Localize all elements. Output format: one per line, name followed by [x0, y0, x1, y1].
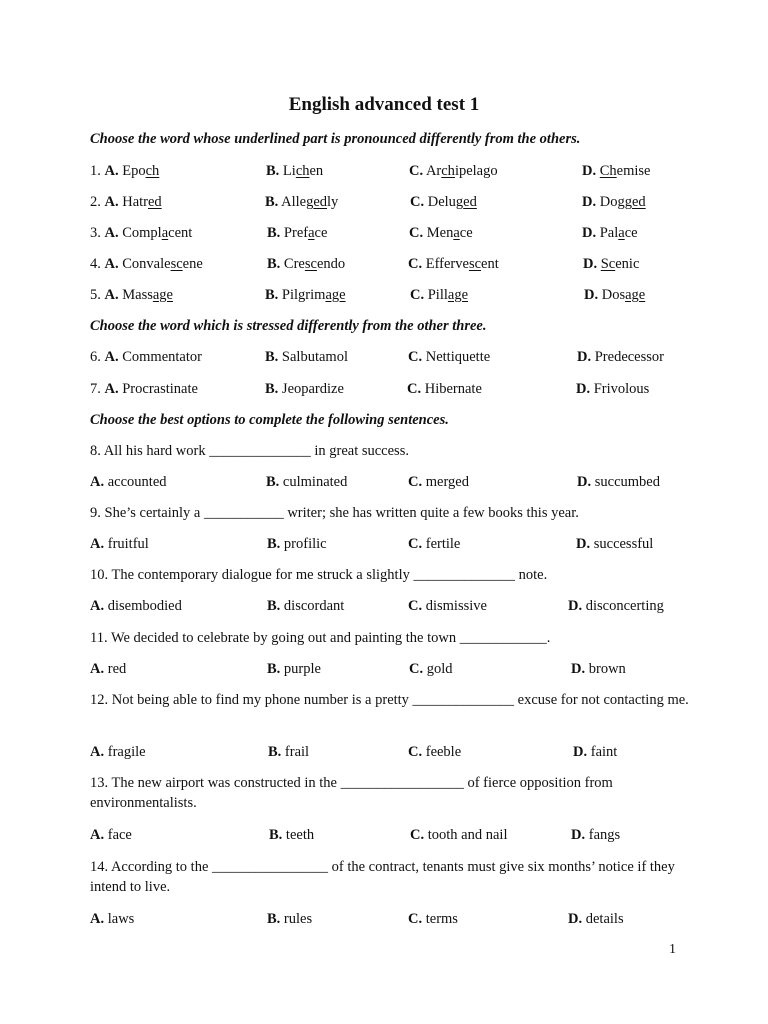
option-d [568, 909, 624, 929]
option-c [410, 825, 507, 845]
option-letter: D. [583, 256, 598, 272]
option-b [267, 254, 345, 274]
option-text: Predecessor [594, 349, 664, 365]
option-c [410, 285, 468, 305]
option-a [90, 192, 162, 212]
option-letter: A. [104, 287, 119, 303]
word-part: Alleg [281, 194, 314, 210]
options-row [90, 472, 710, 492]
option-c [408, 909, 458, 929]
option-letter: A. [90, 598, 105, 614]
option-text: fangs [588, 827, 621, 843]
option-letter: C. [408, 474, 423, 490]
option-d [583, 254, 639, 274]
option-b [267, 596, 344, 616]
question-number: 2. [90, 194, 101, 210]
option-c [408, 472, 469, 492]
option-letter: D. [582, 194, 597, 210]
underlined-part: sc [304, 256, 317, 272]
option-text: face [107, 827, 132, 843]
word-part: Epo [122, 163, 146, 179]
option-c [407, 379, 482, 399]
option-b [266, 161, 323, 181]
option-a [90, 347, 202, 367]
option-text: rules [283, 911, 313, 927]
options-row [90, 825, 710, 845]
option-text: Commentator [122, 349, 202, 365]
question-number: 3. [90, 225, 101, 241]
option-c [410, 192, 477, 212]
option-b [267, 659, 321, 679]
option-a [90, 254, 203, 274]
option-text: teeth [285, 827, 315, 843]
word-part: Dogg [599, 194, 632, 210]
option-c [408, 742, 461, 762]
option-b [265, 285, 346, 305]
underlined-part: ed [631, 194, 646, 210]
option-text: dismissive [425, 598, 487, 614]
option-c [408, 596, 487, 616]
option-letter: D. [577, 474, 592, 490]
option-b [267, 909, 312, 929]
option-letter: A. [90, 474, 105, 490]
option-a [90, 472, 167, 492]
option-letter: C. [408, 256, 423, 272]
option-text: disconcerting [585, 598, 664, 614]
question-row [90, 192, 710, 212]
option-letter: B. [267, 536, 281, 552]
option-letter: D. [576, 536, 591, 552]
word-part: Compl [122, 225, 162, 241]
option-letter: D. [582, 163, 597, 179]
question-text: 10. The contemporary dialogue for me struck a slightly ______________ note. [90, 567, 548, 583]
word-part: en [309, 163, 324, 179]
question-number: 7. [90, 381, 101, 397]
underlined-part: sc [170, 256, 183, 272]
word-part: Hatr [122, 194, 148, 210]
option-d [573, 742, 617, 762]
option-letter: A. [104, 225, 119, 241]
word-part: endo [316, 256, 346, 272]
option-text: details [585, 911, 624, 927]
option-letter: C. [408, 536, 423, 552]
option-b [265, 192, 338, 212]
question-row [90, 285, 710, 305]
question-row [90, 379, 710, 399]
option-letter: B. [269, 827, 283, 843]
option-text: disembodied [107, 598, 182, 614]
option-b [265, 347, 348, 367]
option-letter: D. [571, 827, 586, 843]
option-text: merged [425, 474, 469, 490]
option-b [265, 379, 344, 399]
option-text: Jeopardize [281, 381, 344, 397]
option-d [577, 472, 660, 492]
option-d [571, 825, 620, 845]
option-a [90, 285, 173, 305]
option-text: fruitful [107, 536, 149, 552]
instruction-pronunciation: Choose the word whose underlined part is pronounced differently from the others. [90, 131, 581, 147]
page-title: English advanced test 1 [288, 94, 480, 115]
underlined-part: a [161, 225, 169, 241]
word-part: Efferve [425, 256, 469, 272]
word-part: ene [182, 256, 203, 272]
option-text: discordant [283, 598, 345, 614]
option-d [582, 161, 650, 181]
option-letter: A. [90, 911, 105, 927]
option-letter: D. [568, 911, 583, 927]
option-letter: B. [267, 661, 281, 677]
option-letter: A. [104, 194, 119, 210]
option-letter: C. [410, 194, 425, 210]
option-text: successful [593, 536, 654, 552]
word-part: Delug [427, 194, 464, 210]
option-letter: C. [409, 225, 424, 241]
underlined-part: age [625, 287, 646, 303]
option-c [409, 161, 498, 181]
option-letter: C. [409, 661, 424, 677]
option-d [577, 347, 664, 367]
instruction-completion: Choose the best options to complete the following sentences. [90, 412, 449, 428]
option-text: Salbutamol [281, 349, 348, 365]
option-text: Procrastinate [122, 381, 198, 397]
option-a [90, 825, 132, 845]
word-part: Men [426, 225, 454, 241]
option-b [268, 742, 309, 762]
option-letter: B. [267, 256, 281, 272]
option-letter: D. [568, 598, 583, 614]
option-text: succumbed [594, 474, 660, 490]
option-text: culminated [282, 474, 348, 490]
option-letter: C. [410, 287, 425, 303]
option-text: laws [107, 911, 135, 927]
option-text: brown [588, 661, 626, 677]
option-d [568, 596, 664, 616]
option-letter: C. [409, 163, 424, 179]
option-c [408, 254, 499, 274]
options-row [90, 596, 710, 616]
word-part: enic [615, 256, 640, 272]
option-b [267, 534, 327, 554]
word-part: ce [459, 225, 473, 241]
word-part: ly [327, 194, 339, 210]
underlined-part: sc [468, 256, 482, 272]
option-letter: B. [265, 194, 279, 210]
underlined-part: Ch [599, 163, 617, 179]
option-a [90, 659, 126, 679]
option-text: Frivolous [593, 381, 650, 397]
option-letter: D. [584, 287, 599, 303]
option-d [576, 534, 653, 554]
option-letter: C. [408, 911, 423, 927]
word-part: ent [481, 256, 499, 272]
option-d [582, 223, 638, 243]
option-letter: A. [104, 163, 119, 179]
underlined-part: Sc [600, 256, 616, 272]
word-part: Pill [427, 287, 448, 303]
option-letter: C. [410, 827, 425, 843]
option-d [576, 379, 649, 399]
option-text: profilic [283, 536, 327, 552]
options-row [90, 742, 710, 762]
question-row [90, 254, 710, 274]
word-part: Li [282, 163, 296, 179]
word-part: Ar [425, 163, 442, 179]
option-text: Nettiquette [425, 349, 491, 365]
option-letter: A. [104, 381, 119, 397]
option-text: Hibernate [424, 381, 482, 397]
option-text: faint [590, 744, 618, 760]
option-text: red [107, 661, 127, 677]
option-text: accounted [107, 474, 167, 490]
question-text: 11. We decided to celebrate by going out and painting the town ____________. [90, 630, 551, 646]
question-text: 14. According to the ________________ of the contract, tenants must give six months’ notice if they intend to live. [90, 859, 675, 895]
option-a [90, 223, 192, 243]
option-text: fragile [107, 744, 146, 760]
option-letter: C. [408, 744, 423, 760]
word-part: emise [616, 163, 651, 179]
question-number: 6. [90, 349, 101, 365]
option-c [409, 659, 453, 679]
underlined-part: ed [313, 194, 328, 210]
option-text: feeble [425, 744, 462, 760]
question-row [90, 223, 710, 243]
underlined-part: a [618, 225, 625, 241]
option-text: tooth and nail [427, 827, 508, 843]
question-text: 12. Not being able to find my phone number is a pretty ______________ excuse for not contacting me. [90, 692, 689, 708]
underlined-part: ch [295, 163, 310, 179]
underlined-part: age [152, 287, 173, 303]
option-d [571, 659, 626, 679]
word-part: cent [168, 225, 193, 241]
word-part: ipelago [454, 163, 498, 179]
word-part: Pilgrim [281, 287, 326, 303]
question-number: 4. [90, 256, 101, 272]
option-text: frail [284, 744, 310, 760]
option-a [90, 909, 134, 929]
question-text: 13. The new airport was constructed in the _________________ of fierce opposition from environmentalists. [90, 775, 613, 811]
option-c [408, 347, 490, 367]
option-b [266, 472, 347, 492]
option-letter: B. [267, 598, 281, 614]
underlined-part: ed [463, 194, 477, 210]
option-letter: A. [90, 661, 105, 677]
option-letter: C. [408, 349, 423, 365]
options-row [90, 534, 710, 554]
page-number: 1 [669, 942, 676, 957]
option-letter: B. [267, 225, 281, 241]
question-row [90, 347, 710, 367]
option-d [582, 192, 646, 212]
option-letter: A. [104, 256, 119, 272]
option-letter: B. [268, 744, 282, 760]
option-letter: D. [571, 661, 586, 677]
option-b [269, 825, 314, 845]
word-part: ce [624, 225, 638, 241]
option-letter: A. [104, 349, 119, 365]
option-a [90, 596, 182, 616]
options-row [90, 659, 710, 679]
word-part: ce [314, 225, 328, 241]
option-letter: B. [265, 287, 279, 303]
option-a [90, 742, 146, 762]
underlined-part: a [453, 225, 460, 241]
option-c [409, 223, 473, 243]
option-text: gold [426, 661, 453, 677]
option-letter: D. [582, 225, 597, 241]
option-letter: C. [408, 598, 423, 614]
option-letter: B. [265, 381, 279, 397]
option-c [408, 534, 460, 554]
word-part: Pref [283, 225, 309, 241]
option-letter: D. [577, 349, 592, 365]
option-text: fertile [425, 536, 461, 552]
option-letter: B. [267, 911, 281, 927]
option-a [90, 379, 198, 399]
option-letter: D. [576, 381, 591, 397]
word-part: Convale [122, 256, 171, 272]
underlined-part: ch [145, 163, 160, 179]
options-row [90, 909, 710, 929]
instruction-stress: Choose the word which is stressed differently from the other three. [90, 318, 487, 334]
underlined-part: ed [148, 194, 162, 210]
word-part: Cre [283, 256, 305, 272]
option-text: purple [283, 661, 321, 677]
underlined-part: age [447, 287, 469, 303]
option-text: terms [425, 911, 458, 927]
underlined-part: a [308, 225, 315, 241]
question-number: 1. [90, 163, 101, 179]
question-text: 9. She’s certainly a ___________ writer; she has written quite a few books this year. [90, 505, 579, 521]
underlined-part: ch [441, 163, 455, 179]
option-d [584, 285, 645, 305]
question-number: 5. [90, 287, 101, 303]
question-row [90, 161, 710, 181]
option-letter: B. [266, 474, 280, 490]
option-letter: A. [90, 536, 105, 552]
word-part: Pal [599, 225, 619, 241]
option-letter: B. [265, 349, 279, 365]
option-letter: B. [266, 163, 280, 179]
underlined-part: age [325, 287, 346, 303]
option-a [90, 161, 159, 181]
option-b [267, 223, 327, 243]
option-letter: A. [90, 827, 105, 843]
option-letter: C. [407, 381, 422, 397]
option-letter: D. [573, 744, 588, 760]
question-text: 8. All his hard work ______________ in great success. [90, 443, 409, 459]
option-a [90, 534, 149, 554]
option-letter: A. [90, 744, 105, 760]
word-part: Dos [601, 287, 626, 303]
word-part: Mass [122, 287, 153, 303]
